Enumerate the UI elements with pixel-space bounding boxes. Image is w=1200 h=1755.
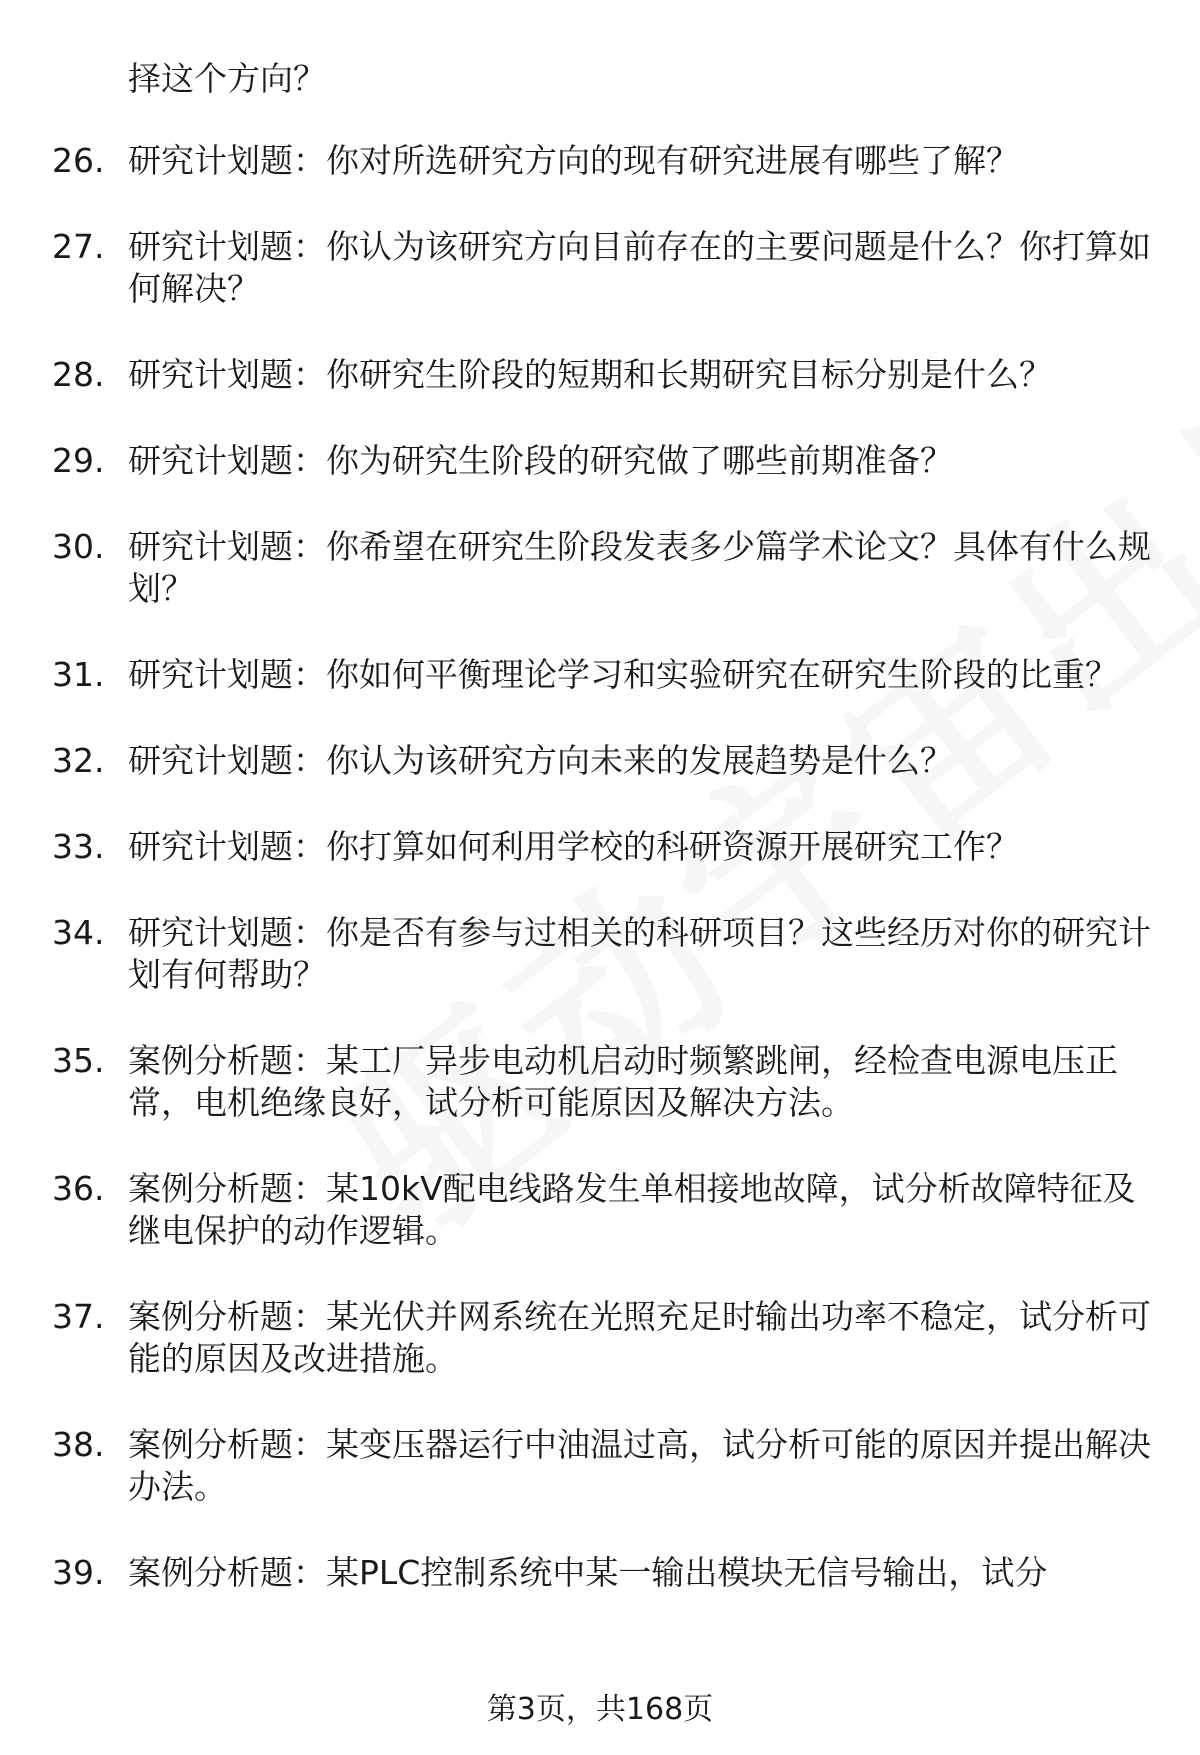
question-text: 研究计划题：你如何平衡理论学习和实验研究在研究生阶段的比重？ bbox=[128, 655, 1118, 694]
question-item bbox=[0, 826, 1200, 868]
question-number: 26. bbox=[52, 141, 105, 180]
question-number: 35. bbox=[52, 1041, 105, 1080]
question-item bbox=[0, 1296, 1200, 1380]
question-item bbox=[0, 526, 1200, 610]
question-text: 研究计划题：你打算如何利用学校的科研资源开展研究工作？ bbox=[128, 827, 1019, 866]
question-text: 案例分析题：某光伏并网系统在光照充足时输出功率不稳定，试分析可能的原因及改进措施。 bbox=[128, 1297, 1151, 1378]
question-item bbox=[0, 912, 1200, 996]
question-number: 31. bbox=[52, 655, 105, 694]
question-item bbox=[0, 140, 1200, 182]
question-text: 研究计划题：你是否有参与过相关的科研项目？这些经历对你的研究计划有何帮助？ bbox=[128, 913, 1151, 994]
question-text: 案例分析题：某工厂异步电动机启动时频繁跳闸，经检查电源电压正常，电机绝缘良好，试分析可能原因及解决方法。 bbox=[128, 1041, 1118, 1122]
question-text: 研究计划题：你认为该研究方向未来的发展趋势是什么？ bbox=[128, 741, 953, 780]
question-item bbox=[0, 1168, 1200, 1252]
question-item bbox=[0, 654, 1200, 696]
question-text: 研究计划题：你为研究生阶段的研究做了哪些前期准备？ bbox=[128, 441, 953, 480]
question-number: 39. bbox=[52, 1553, 105, 1592]
question-number: 33. bbox=[52, 827, 105, 866]
question-text: 研究计划题：你对所选研究方向的现有研究进展有哪些了解？ bbox=[128, 141, 1019, 180]
question-list bbox=[0, 58, 1200, 1638]
question-number: 38. bbox=[52, 1425, 105, 1464]
question-number: 27. bbox=[52, 227, 105, 266]
question-number: 32. bbox=[52, 741, 105, 780]
question-text: 研究计划题：你认为该研究方向目前存在的主要问题是什么？你打算如何解决？ bbox=[128, 227, 1151, 308]
question-item bbox=[0, 354, 1200, 396]
question-text: 案例分析题：某PLC控制系统中某一输出模块无信号输出，试分 bbox=[128, 1553, 1048, 1592]
question-number: 30. bbox=[52, 527, 105, 566]
question-item bbox=[0, 226, 1200, 310]
question-item bbox=[0, 740, 1200, 782]
question-item bbox=[0, 1552, 1200, 1594]
question-number: 37. bbox=[52, 1297, 105, 1336]
question-item bbox=[0, 440, 1200, 482]
question-number: 28. bbox=[52, 355, 105, 394]
question-text: 案例分析题：某变压器运行中油温过高，试分析可能的原因并提出解决办法。 bbox=[128, 1425, 1151, 1506]
question-text: 研究计划题：你希望在研究生阶段发表多少篇学术论文？具体有什么规划？ bbox=[128, 527, 1151, 608]
question-item bbox=[0, 1040, 1200, 1124]
question-number: 29. bbox=[52, 441, 105, 480]
question-text: 研究计划题：你研究生阶段的短期和长期研究目标分别是什么？ bbox=[128, 355, 1052, 394]
question-number: 36. bbox=[52, 1169, 105, 1208]
question-item bbox=[0, 1424, 1200, 1508]
page-footer: 第3页，共168页 bbox=[486, 1692, 714, 1727]
question-number: 34. bbox=[52, 913, 105, 952]
continuation-text: 择这个方向？ bbox=[128, 59, 326, 98]
question-text: 案例分析题：某10kV配电线路发生单相接地故障，试分析故障特征及继电保护的动作逻辑。 bbox=[128, 1169, 1136, 1250]
